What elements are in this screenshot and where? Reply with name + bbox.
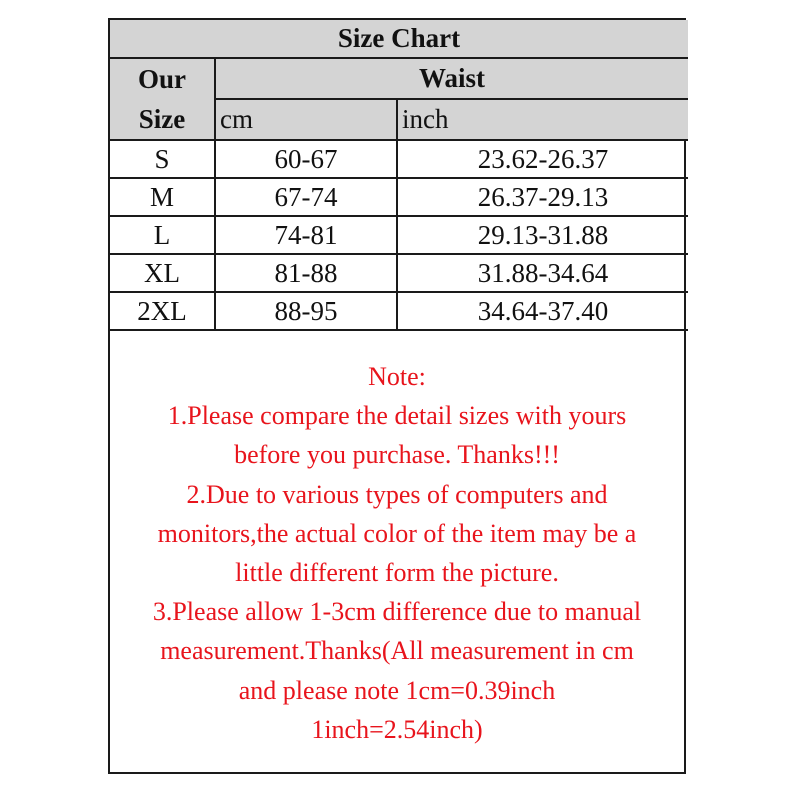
inch-cell: 31.88-34.64 bbox=[397, 254, 688, 292]
our-size-line2: Size bbox=[138, 104, 186, 134]
size-table bbox=[110, 20, 688, 331]
inch-cell: 29.13-31.88 bbox=[397, 216, 688, 254]
table-row bbox=[110, 254, 688, 292]
inch-cell: 26.37-29.13 bbox=[397, 178, 688, 216]
our-size-line1: Our bbox=[137, 64, 186, 94]
note-line: monitors,the actual color of the item may be a bbox=[157, 518, 637, 548]
our-size-header bbox=[110, 58, 215, 140]
cm-cell: 60-67 bbox=[215, 140, 397, 178]
size-cell: L bbox=[110, 216, 215, 254]
unit-inch-header: inch bbox=[397, 99, 688, 140]
table-row bbox=[110, 292, 688, 330]
waist-header: Waist bbox=[215, 58, 688, 99]
note-line: 1.Please compare the detail sizes with yours bbox=[167, 401, 627, 431]
table-row bbox=[110, 178, 688, 216]
size-cell: 2XL bbox=[110, 292, 215, 330]
size-cell: XL bbox=[110, 254, 215, 292]
size-cell: M bbox=[110, 178, 215, 216]
title-row bbox=[110, 20, 688, 58]
note-line: 2.Due to various types of computers and bbox=[186, 479, 608, 509]
unit-cm-header: cm bbox=[215, 99, 397, 140]
note-line: little different form the picture. bbox=[235, 558, 559, 588]
cm-cell: 88-95 bbox=[215, 292, 397, 330]
size-chart bbox=[108, 18, 686, 774]
cm-cell: 81-88 bbox=[215, 254, 397, 292]
note-line: measurement.Thanks(All measurement in cm bbox=[160, 636, 634, 666]
header-row-waist bbox=[110, 58, 688, 99]
inch-cell: 34.64-37.40 bbox=[397, 292, 688, 330]
size-cell: S bbox=[110, 140, 215, 178]
note-line: 1inch=2.54inch) bbox=[311, 714, 483, 744]
inch-cell: 23.62-26.37 bbox=[397, 140, 688, 178]
note-line: before you purchase. Thanks!!! bbox=[234, 440, 560, 470]
note-line: 3.Please allow 1-3cm difference due to manual bbox=[152, 597, 642, 627]
cm-cell: 74-81 bbox=[215, 216, 397, 254]
chart-title: Size Chart bbox=[110, 20, 688, 58]
note-heading: Note: bbox=[368, 362, 426, 391]
cm-cell: 67-74 bbox=[215, 178, 397, 216]
table-row bbox=[110, 216, 688, 254]
table-row bbox=[110, 140, 688, 178]
note-line: and please note 1cm=0.39inch bbox=[238, 675, 556, 705]
notes-section bbox=[110, 331, 684, 749]
